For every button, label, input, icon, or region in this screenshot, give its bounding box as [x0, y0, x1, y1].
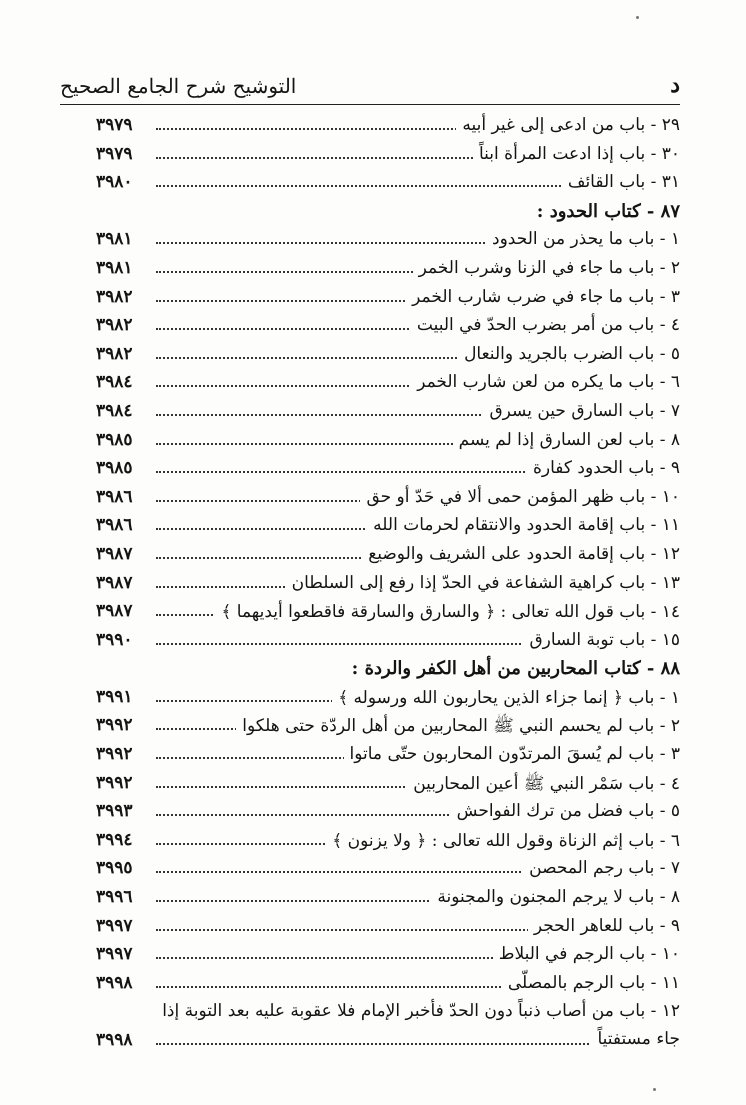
toc-entry: [60, 884, 680, 913]
toc-entry: [60, 284, 680, 313]
entry-title: ١٥ - باب توبة السارق: [523, 630, 680, 650]
toc-entry: [60, 941, 680, 970]
header-rule: [60, 104, 680, 105]
page-letter: د: [670, 72, 680, 98]
entry-page-number: ٣٩٩٥: [96, 858, 133, 879]
entry-page-number: ٣٩٨٦: [96, 515, 133, 536]
entry-title: ٣٠ - باب إذا ادعت المرأة ابناً: [473, 144, 680, 164]
entry-title: ١٠ - باب الرجم في البلاط: [493, 944, 680, 964]
entry-title: ٢٩ - باب من ادعى إلى غير أبيه: [456, 115, 680, 135]
entry-title: ٥ - باب الضرب بالجريد والنعال: [458, 344, 680, 364]
entry-title: ١١ - باب إقامة الحدود والانتقام لحرمات الله: [367, 515, 680, 535]
toc-entry: [60, 598, 680, 627]
entry-page-number: ٣٩٨٢: [96, 286, 133, 307]
toc-entry: [60, 226, 680, 255]
entry-title: ٢ - باب لم يحسم النبي ﷺ المحاربين من أهل الردّة حتى هلكوا: [236, 715, 680, 740]
dot-leader: [156, 1043, 640, 1045]
toc-entry: [60, 541, 680, 570]
entry-title: ٥ - باب فضل من ترك الفواحش: [451, 801, 680, 821]
entry-page-number: ٣٩٩٢: [96, 715, 133, 736]
entry-title: ١١ - باب الرجم بالمصلّى: [502, 973, 680, 993]
entry-page-number: ٣٩٨٢: [96, 315, 133, 336]
entry-title: ٩ - باب للعاهر الحجر: [528, 916, 680, 936]
book-heading: [60, 198, 680, 227]
toc-entry: [60, 741, 680, 770]
toc-entry: [60, 627, 680, 656]
toc-entry: [60, 855, 680, 884]
entry-title: ١ - باب ﴿ إنما جزاء الذين يحاربون الله ورسوله ﴾: [332, 687, 680, 708]
entry-page-number: ٣٩٨٢: [96, 343, 133, 364]
entry-page-number: ٣٩٩٣: [96, 801, 133, 822]
entry-title: ٩ - باب الحدود كفارة: [527, 458, 680, 478]
toc-entry: [60, 255, 680, 284]
entry-page-number: ٣٩٩٤: [96, 829, 133, 850]
entry-page-number: ٣٩٧٩: [96, 143, 133, 164]
entry-page-number: ٣٩٩٧: [96, 944, 133, 965]
toc-entry: [60, 312, 680, 341]
toc-entry: [60, 770, 680, 799]
entry-page-number: ٣٩٩٨: [96, 972, 133, 993]
entry-page-number: ٣٩٨١: [96, 257, 133, 278]
entry-title: ٦ - باب إثم الزناة وقول الله تعالى : ﴿ ولا يزنون ﴾: [326, 830, 680, 851]
book-heading-title: ٨٨ - كتاب المحاربين من أهل الكفر والردة :: [346, 658, 680, 679]
toc-entry: [60, 112, 680, 141]
entry-title: ١٤ - باب قول الله تعالى : ﴿ والسارق والسارقة فاقطعوا أيديهما ﴾: [215, 601, 680, 622]
toc-entry: [60, 512, 680, 541]
entry-page-number: ٣٩٨٧: [96, 572, 133, 593]
table-of-contents: [60, 112, 680, 1056]
entry-page-number: ٣٩٩٦: [96, 887, 133, 908]
toc-entry-wrapped: [60, 998, 680, 1027]
entry-title: ١٣ - باب كراهية الشفاعة في الحدّ إذا رفع إلى السلطان: [286, 573, 680, 593]
entry-page-number: ٣٩٨٥: [96, 458, 133, 479]
entry-page-number: ٣٩٨٠: [96, 172, 133, 193]
running-header: [60, 70, 680, 104]
entry-title: ٨ - باب لا يرجم المجنون والمجنونة: [431, 887, 680, 907]
corner-speck: [653, 1088, 656, 1091]
entry-title: ٦ - باب ما يكره من لعن شارب الخمر: [411, 372, 680, 392]
entry-title: ١ - باب ما يحذر من الحدود: [486, 229, 680, 249]
entry-title: ٨ - باب لعن السارق إذا لم يسم: [453, 430, 680, 450]
entry-title-line1: ١٢ - باب من أصاب ذنباً دون الحدّ فأخبر الإمام فلا عقوبة عليه بعد التوبة إذا: [156, 1001, 680, 1021]
toc-entry: [60, 455, 680, 484]
toc-entry: [60, 570, 680, 599]
toc-entry: [60, 341, 680, 370]
entry-title: ١٢ - باب إقامة الحدود على الشريف والوضيع: [362, 544, 680, 564]
toc-entry: [60, 369, 680, 398]
entry-title: ٣١ - باب القائف: [562, 172, 680, 192]
entry-title: ١٠ - باب ظهر المؤمن حمى ألا في حَدّ أو حق: [360, 487, 680, 507]
entry-page-number: ٣٩٩١: [96, 686, 133, 707]
book-heading-title: ٨٧ - كتاب الحدود :: [531, 201, 680, 222]
entry-page-number: ٣٩٨٤: [96, 400, 133, 421]
toc-entry: [60, 827, 680, 856]
entry-page-number: ٣٩٨٥: [96, 429, 133, 450]
toc-entry: [60, 970, 680, 999]
entry-title: ٧ - باب السارق حين يسرق: [483, 401, 680, 421]
entry-page-number: ٣٩٨٧: [96, 543, 133, 564]
corner-speck: [636, 16, 639, 19]
toc-entry: [60, 913, 680, 942]
toc-entry: [60, 798, 680, 827]
entry-page-number: ٣٩٨١: [96, 229, 133, 250]
entry-title: ٣ - باب لم يُسقَ المرتدّون المحاربون حتّى ماتوا: [344, 744, 680, 764]
toc-entry: [60, 169, 680, 198]
entry-page-number: ٣٩٨٧: [96, 601, 133, 622]
entry-page-number: ٣٩٩٢: [96, 772, 133, 793]
entry-page-number: ٣٩٨٤: [96, 372, 133, 393]
entry-page-number: ٣٩٩٢: [96, 744, 133, 765]
book-heading: [60, 655, 680, 684]
running-title: التوشيح شرح الجامع الصحيح: [60, 74, 297, 98]
entry-page-number: ٣٩٩٨: [96, 1030, 133, 1050]
entry-page-number: ٣٩٧٩: [96, 115, 133, 135]
entry-page-number: ٣٩٨٦: [96, 486, 133, 507]
entry-title-line2: جاء مستفتياً: [591, 1029, 680, 1049]
toc-entry-wrapped-cont: [60, 1027, 680, 1056]
entry-title: ٤ - باب من أمر بضرب الحدّ في البيت: [411, 315, 680, 335]
entry-title: ٤ - باب سَمْر النبي ﷺ أعين المحاربين: [407, 773, 680, 798]
toc-entry: [60, 427, 680, 456]
entry-page-number: ٣٩٩٧: [96, 915, 133, 936]
entry-title: ٧ - باب رجم المحصن: [523, 858, 680, 878]
toc-entry: [60, 398, 680, 427]
entry-title: ٢ - باب ما جاء في الزنا وشرب الخمر: [413, 258, 680, 278]
toc-entry: [60, 141, 680, 170]
toc-entry: [60, 712, 680, 741]
toc-entry: [60, 684, 680, 713]
entry-title: ٣ - باب ما جاء في ضرب شارب الخمر: [406, 287, 680, 307]
entry-page-number: ٣٩٩٠: [96, 629, 133, 650]
toc-entry: [60, 484, 680, 513]
